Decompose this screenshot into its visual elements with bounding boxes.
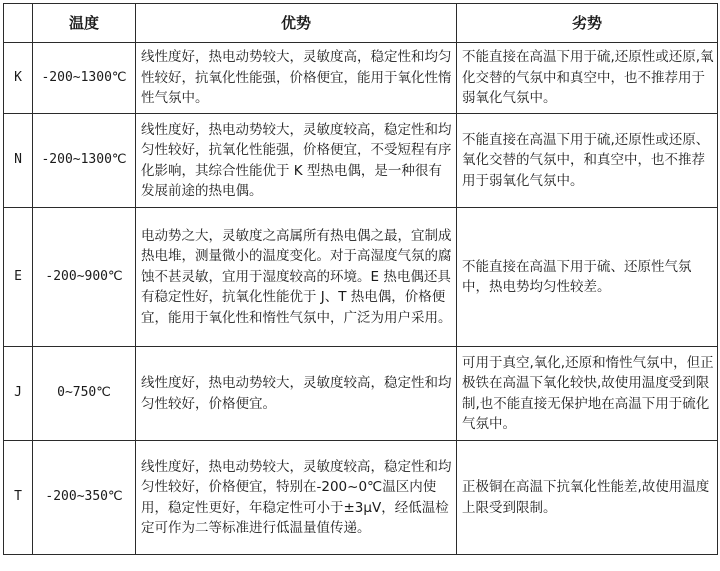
disadvantages-cell: 可用于真空,氧化,还原和惰性气氛中，但正极铁在高温下氧化较快,故使用温度受到限制,也不能直接无保护地在高温下用于硫化气氛中。 [457,347,718,441]
temperature-range: 0~750℃ [33,347,136,441]
advantages-cell: 线性度好，热电动势较大，灵敏度较高，稳定性和均匀性较好，抗氧化性能强，价格便宜，不受短程有序化影响，其综合性能优于 K 型热电偶，是一种很有发展前途的热电偶。 [136,114,457,208]
disadvantages-cell: 正极铜在高温下抗氧化性能差,故使用温度上限受到限制。 [457,441,718,555]
table-row [4,43,718,114]
thermocouple-type: T [4,441,33,555]
table-row [4,208,718,347]
header-row [4,4,718,43]
advantages-cell: 线性度好，热电动势较大，灵敏度较高，稳定性和均匀性较好，价格便宜，特别在-200~0℃温区内使用，稳定性更好，年稳定性可小于±3μV，经低温检定可作为二等标准进行低温量值传递。 [136,441,457,555]
disadvantages-cell: 不能直接在高温下用于硫,还原性或还原,氧化交替的气氛中和真空中，也不推荐用于弱氧化气氛中。 [457,43,718,114]
thermocouple-type: K [4,43,33,114]
advantages-cell: 线性度好，热电动势较大，灵敏度较高，稳定性和均匀性较好，价格便宜。 [136,347,457,441]
disadvantages-cell: 不能直接在高温下用于硫,还原性或还原、氧化交替的气氛中，和真空中，也不推荐用于弱氧化气氛中。 [457,114,718,208]
temperature-range: -200~900℃ [33,208,136,347]
table-row [4,347,718,441]
thermocouple-type: E [4,208,33,347]
disadvantages-cell: 不能直接在高温下用于硫、还原性气氛中，热电势均匀性较差。 [457,208,718,347]
header-type [4,4,33,43]
table-row [4,441,718,555]
temperature-range: -200~1300℃ [33,114,136,208]
advantages-cell: 电动势之大，灵敏度之高属所有热电偶之最，宜制成热电堆，测量微小的温度变化。对于高湿度气氛的腐蚀不甚灵敏，宜用于湿度较高的环境。E 热电偶还具有稳定性好，抗氧化性能优于 J、T 热电偶，价格便宜，能用于氧化性和惰性气氛中，广泛为用户采用。 [136,208,457,347]
advantages-cell: 线性度好，热电动势较大，灵敏度高，稳定性和均匀性较好，抗氧化性能强，价格便宜，能用于氧化性惰性气氛中。 [136,43,457,114]
header-advantages: 优势 [136,4,457,43]
header-temperature: 温度 [33,4,136,43]
temperature-range: -200~350℃ [33,441,136,555]
temperature-range: -200~1300℃ [33,43,136,114]
header-disadvantages: 劣势 [457,4,718,43]
table-row [4,114,718,208]
thermocouple-type: N [4,114,33,208]
thermocouple-comparison-table [3,3,718,555]
thermocouple-type: J [4,347,33,441]
